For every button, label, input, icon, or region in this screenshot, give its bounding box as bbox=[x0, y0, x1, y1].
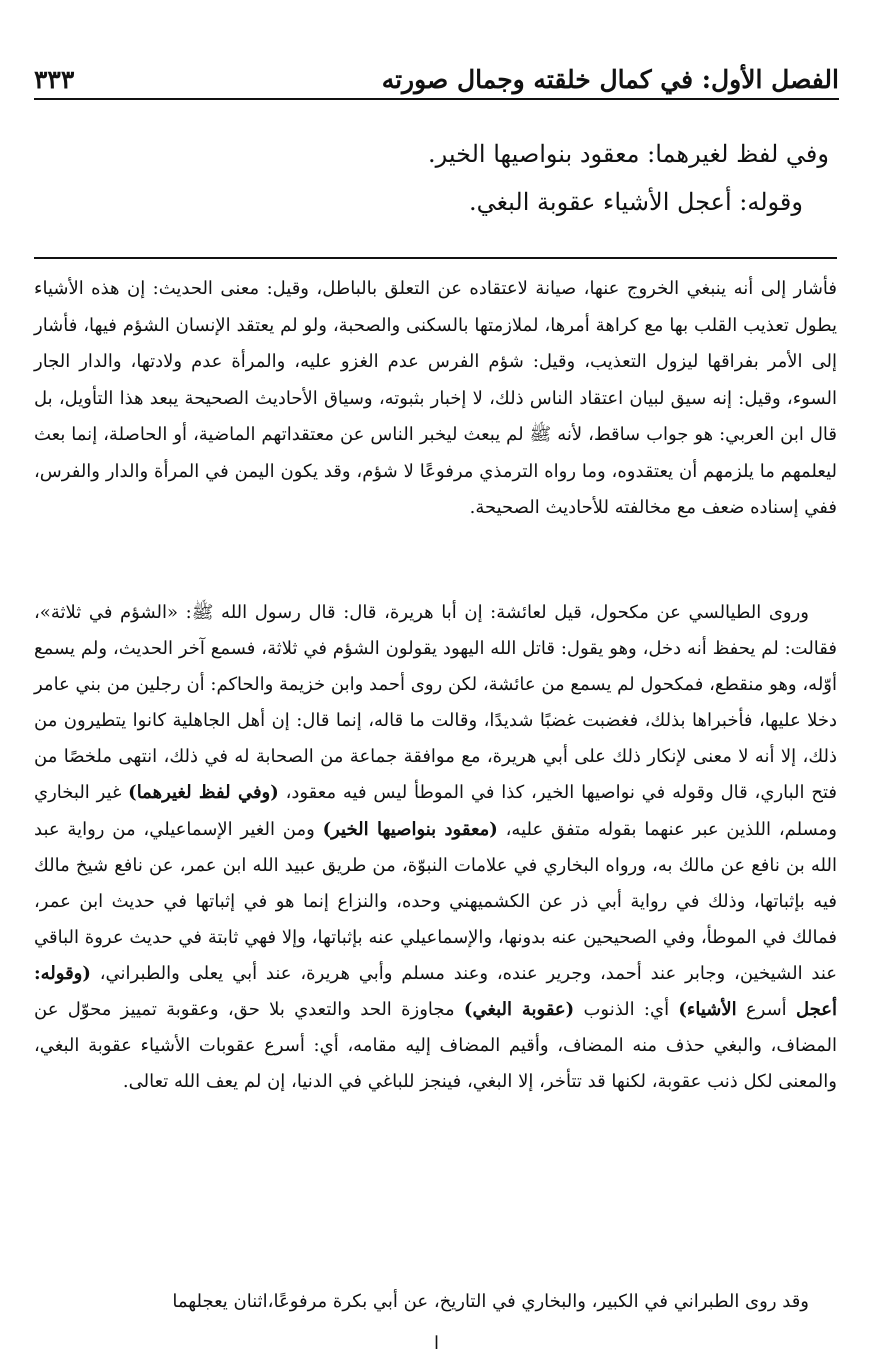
quoted-phrase: (معقود بنواصيها الخير) bbox=[322, 818, 498, 840]
main-text-line: وقوله: أعجل الأشياء عقوبة البغي. bbox=[468, 188, 803, 216]
commentary-text: أي: الذنوب bbox=[583, 999, 670, 1021]
quoted-phrase: (عقوبة البغي) bbox=[463, 999, 575, 1021]
chapter-title: الفصل الأول: في كمال خلقته وجمال صورته bbox=[381, 65, 839, 94]
commentary-paragraph: وقد روى الطبراني في الكبير، والبخاري في التاريخ، عن أبي بكرة مرفوعًا،اثنان يعجلهما bbox=[172, 1291, 809, 1312]
commentary-paragraph: فأشار إلى أنه ينبغي الخروج عنها، صيانة لاعتقاده عن التعلق بالباطل، وقيل: معنى الحديث: إن هذه الأشياء يطول تعذيب القلب بها مع كراهة أمرها، لملازمتها بالسكنى والصحبة، ولو لم يعتقد الإنسان الشؤم فيها، فأشار إلى الأمر بفراقها ليزول التعذيب، وقيل: شؤم الفرس عدم الغزو عليه، والمرأة عدم ولادتها، والدار الجار السوء، وقيل: إنه سيق لبيان اعتقاد الناس ذلك، لا إخبار بثبوته، وسياق الأحاديث الصحيحة يبعد هذا التأويل، بل قال ابن العربي: هو جواب ساقط، لأنه ﷺ لم يبعث ليخبر الناس عن معتقداتهم الماضية، أو الحاصلة، إنما بعث ليعلمهم ما يلزمهم أن يعتقدوه، وما رواه الترمذي مرفوعًا لا شؤم، وقد يكون اليمن في المرأة والدار والفرس، ففي إسناده ضعف مع مخالفته للأحاديث الصحيحة. bbox=[34, 278, 837, 518]
commentary-paragraph bbox=[34, 595, 837, 1100]
bottom-mark: ا bbox=[433, 1333, 439, 1354]
commentary-text: غير البخاري ومسلم، اللذين عبر عنهما بقوله متفق عليه، bbox=[34, 782, 837, 840]
commentary-block bbox=[34, 271, 837, 527]
quoted-phrase: (وفي لفظ لغيرهما) bbox=[128, 782, 279, 804]
commentary-block bbox=[34, 1285, 837, 1319]
main-text bbox=[60, 130, 829, 226]
commentary-text: أسرع bbox=[745, 999, 787, 1021]
commentary-text: مجاوزة الحد والتعدي بلا حق، وعقوبة تمييز محوّل عن المضاف، والبغي حذف منه المضاف، وأقيم المضاف إليه مقامه، أي: أسرع عقوبات الأشياء عقوبة البغي، والمعنى لكل ذنب عقوبة، لكنها قد تتأخر، إلا البغي، فينجز للباغي في الدنيا، إن لم يعف الله تعالى. bbox=[34, 999, 837, 1093]
main-text-line: وفي لفظ لغيرهما: معقود بنواصيها الخير. bbox=[428, 140, 829, 168]
commentary-text: وروى الطيالسي عن مكحول، قيل لعائشة: إن أبا هريرة، قال: قال رسول الله ﷺ: «الشؤم في ثلاثة»، فقالت: لم يحفظ أنه دخل، وهو يقول: قاتل الله اليهود يقولون الشؤم في ثلاثة، فسمع آخر الحديث، ولم يسمع أوّله، وهو منقطع، فمكحول لم يسمع من عائشة، لكن روى أحمد وابن خزيمة والحاكم: أن رجلين من بني عامر دخلا عليها، فأخبراها بذلك، فغضبت غضبًا شديدًا، وقالت ما قاله، إنما قال: إن أهل الجاهلية كانوا يتطيرون من ذلك، إلا أنه لا معنى لإنكار ذلك على أبي هريرة، مع موافقة جماعة من الصحابة له في ذلك، انتهى ملخصًا من فتح الباري، قال وقوله في نواصيها الخير، كذا في الموطأ ليس فيه معقود، bbox=[34, 602, 837, 804]
footnote-separator bbox=[34, 257, 837, 259]
commentary-text: ومن الغير الإسماعيلي، من رواية عبد الله بن نافع عن مالك به، ورواه البخاري في علامات النبوّة، من طريق عبيد الله ابن عمر، عن نافع شيخ مالك فيه بإثباتها، وذلك في رواية أبي ذر عن الكشميهني وحده، والنزاع إنما هو في إثباتها في حديث ابن عمر، فمالك في الموطأ، وفي الصحيحين عنه بدونها، والإسماعيلي عنه بإثباتها، وإلا فهي ثابتة في حديث عروة الباقي عند الشيخين، وجابر عند أحمد، وجرير عنده، وعند مسلم وأبي هريرة، عند أبي يعلى والطبراني، bbox=[34, 818, 837, 984]
header-rule bbox=[34, 98, 839, 100]
quoted-phrase: (وقوله: أعجل bbox=[34, 962, 837, 1021]
running-head bbox=[34, 60, 839, 96]
page-number: ٣٣٣ bbox=[34, 65, 75, 94]
commentary-block bbox=[34, 595, 837, 1100]
quoted-phrase: الأشياء) bbox=[678, 999, 737, 1021]
